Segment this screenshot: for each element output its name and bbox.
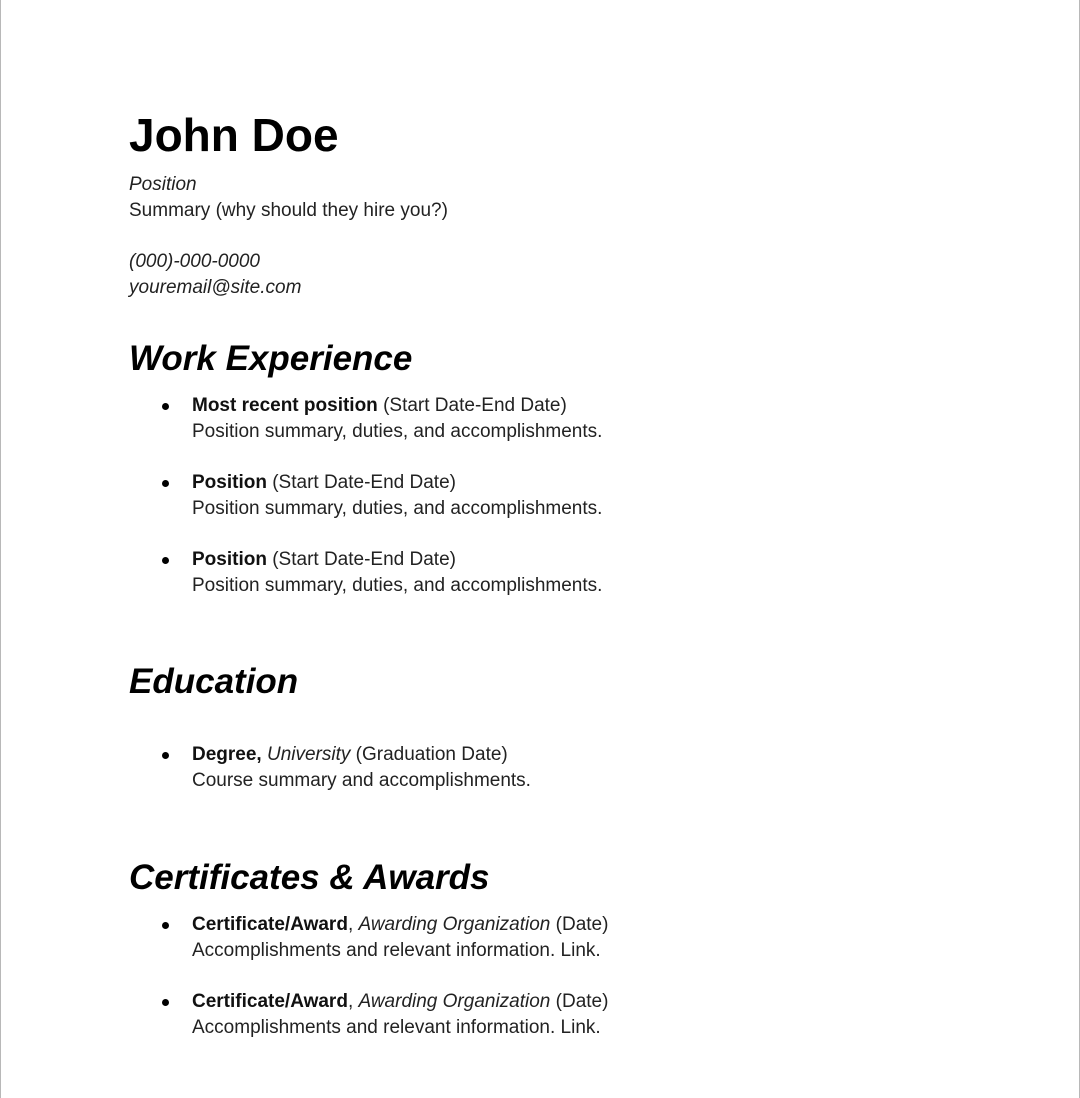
- certificate-item-heading: [192, 912, 608, 938]
- work-dates: (Start Date-End Date): [266, 472, 456, 493]
- bullet-icon: [162, 403, 169, 410]
- awarding-organization: Awarding Organization: [358, 914, 551, 935]
- bullet-icon: [162, 752, 169, 759]
- graduation-date: (Graduation Date): [350, 744, 508, 765]
- certificates-heading: Certificates & Awards: [129, 858, 490, 897]
- award-name: Certificate/Award: [192, 991, 348, 1012]
- education-heading: Education: [129, 662, 299, 701]
- work-item-heading: [192, 393, 567, 419]
- award-date: (Date): [550, 914, 609, 935]
- certificate-description: Accomplishments and relevant information. Link.: [192, 940, 601, 961]
- work-experience-heading: Work Experience: [129, 339, 413, 378]
- award-separator: ,: [347, 991, 359, 1012]
- work-description: Position summary, duties, and accomplishments.: [192, 575, 603, 596]
- bullet-icon: [162, 480, 169, 487]
- bullet-icon: [162, 557, 169, 564]
- certificate-item-heading: [192, 989, 608, 1015]
- awarding-organization: Awarding Organization: [358, 991, 551, 1012]
- work-dates: (Start Date-End Date): [377, 395, 567, 416]
- certificate-description: Accomplishments and relevant information. Link.: [192, 1017, 601, 1038]
- bullet-icon: [162, 922, 169, 929]
- resume-name: John Doe: [129, 109, 339, 161]
- phone-number: (000)-000-0000: [129, 251, 260, 272]
- education-item-heading: [192, 742, 508, 768]
- award-date: (Date): [550, 991, 609, 1012]
- position-title: Position: [129, 174, 197, 195]
- work-role: Position: [192, 472, 267, 493]
- work-description: Position summary, duties, and accomplishments.: [192, 498, 603, 519]
- summary-text: Summary (why should they hire you?): [129, 200, 448, 221]
- work-description: Position summary, duties, and accomplishments.: [192, 421, 603, 442]
- university: University: [266, 744, 351, 765]
- work-item-heading: [192, 470, 456, 496]
- degree: Degree,: [192, 744, 262, 765]
- award-separator: ,: [347, 914, 359, 935]
- bullet-icon: [162, 999, 169, 1006]
- work-role: Position: [192, 549, 267, 570]
- award-name: Certificate/Award: [192, 914, 348, 935]
- work-role: Most recent position: [192, 395, 378, 416]
- work-item-heading: [192, 547, 456, 573]
- education-description: Course summary and accomplishments.: [192, 770, 531, 791]
- work-dates: (Start Date-End Date): [266, 549, 456, 570]
- email-address: youremail@site.com: [129, 277, 302, 298]
